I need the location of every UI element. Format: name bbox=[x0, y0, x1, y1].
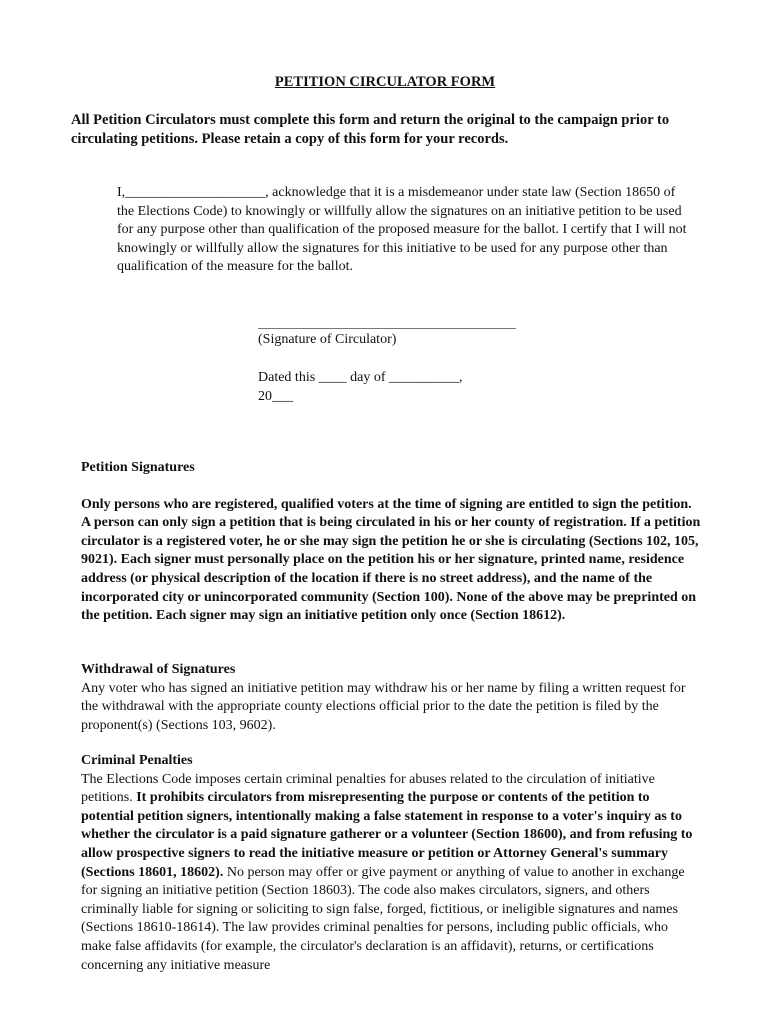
withdrawal-heading: Withdrawal of Signatures bbox=[81, 662, 236, 677]
form-title: PETITION CIRCULATOR FORM bbox=[274, 74, 496, 90]
signature-label: (Signature of Circulator) bbox=[258, 332, 397, 347]
ack-prefix: I, bbox=[117, 185, 126, 200]
criminal-penalties-text-2: No person may offer or give payment or anything of value to another in exchange for signing an initiative petition (Section 18603). The code also makes circulators, signers, and others criminally liable for signing or soliciting to sign false, forged, fictitious, or ineligible signatures and names (Sections 18610-18614). The law provides criminal penalties for persons, including public officials, who make false affidavits (for example, the circulator's declaration is an affidavit), returns, or certifications concerning any initiative measure bbox=[81, 864, 685, 973]
ack-body: , acknowledge that it is a misdemeanor under state law (Section 18650 of the Elections Code) to knowingly or willfully allow the signatures on an initiative petition to be used for any purpose other than qualification of the proposed measure for the ballot. I certify that I will not knowingly or willfully allow the signatures for this initiative to be used for any purpose other than qualification of the measure for the ballot. bbox=[117, 185, 687, 275]
criminal-penalties-section bbox=[81, 752, 701, 975]
petition-signatures-body: Only persons who are registered, qualified voters at the time of signing are entitled to sign the petition. A person can only sign a petition that is being circulated in his or her county of registration. If a petition circulator is a registered voter, he or she may sign the petition he or she is circulating (Sections 102, 105, 9021). Each signer must personally place on the petition his or her signature, printed name, residence address (or physical description of the location if there is no street address), and the name of the incorporated city or unincorporated community (Section 100). None of the above may be preprinted on the petition. Each signer may sign an initiative petition only once (Section 18612). bbox=[81, 496, 701, 624]
dated-line[interactable]: Dated this ____ day of __________, bbox=[258, 370, 463, 385]
criminal-penalties-text-1: The Elections Code imposes certain criminal penalties for abuses related to the circulation of initiative petitions. bbox=[81, 771, 655, 806]
withdrawal-section bbox=[81, 661, 701, 735]
withdrawal-body: Any voter who has signed an initiative petition may withdraw his or her name by filing a written request for the withdrawal with the appropriate county elections official prior to the date the petition is filed by the proponent(s) (Sections 103, 9602). bbox=[81, 680, 686, 733]
criminal-penalties-body bbox=[81, 771, 701, 976]
signature-line[interactable] bbox=[258, 328, 516, 329]
petition-signatures-heading: Petition Signatures bbox=[81, 460, 195, 475]
intro-instructions: All Petition Circulators must complete this form and return the original to the campaign prior to circulating petitions. Please retain a copy of this form for your records. bbox=[71, 112, 670, 147]
acknowledgment-paragraph bbox=[117, 184, 692, 277]
year-line[interactable]: 20___ bbox=[258, 388, 293, 404]
circulator-name-blank[interactable]: ____________________ bbox=[125, 185, 266, 200]
criminal-penalties-bold-text: It prohibits circulators from misrepresenting the purpose or contents of the petition to potential petition signers, intentionally making a false statement in response to a voter's inquiry as to whether the circulator is a paid signature gatherer or a volunteer (Section 18600), and from refusing to allow prospective signers to read the initiative measure or petition or Attorney General's summary (Sections 18601, 18602). bbox=[81, 790, 693, 880]
criminal-penalties-heading: Criminal Penalties bbox=[81, 753, 193, 768]
petition-signatures-section bbox=[81, 459, 701, 626]
dated-block bbox=[258, 369, 558, 406]
